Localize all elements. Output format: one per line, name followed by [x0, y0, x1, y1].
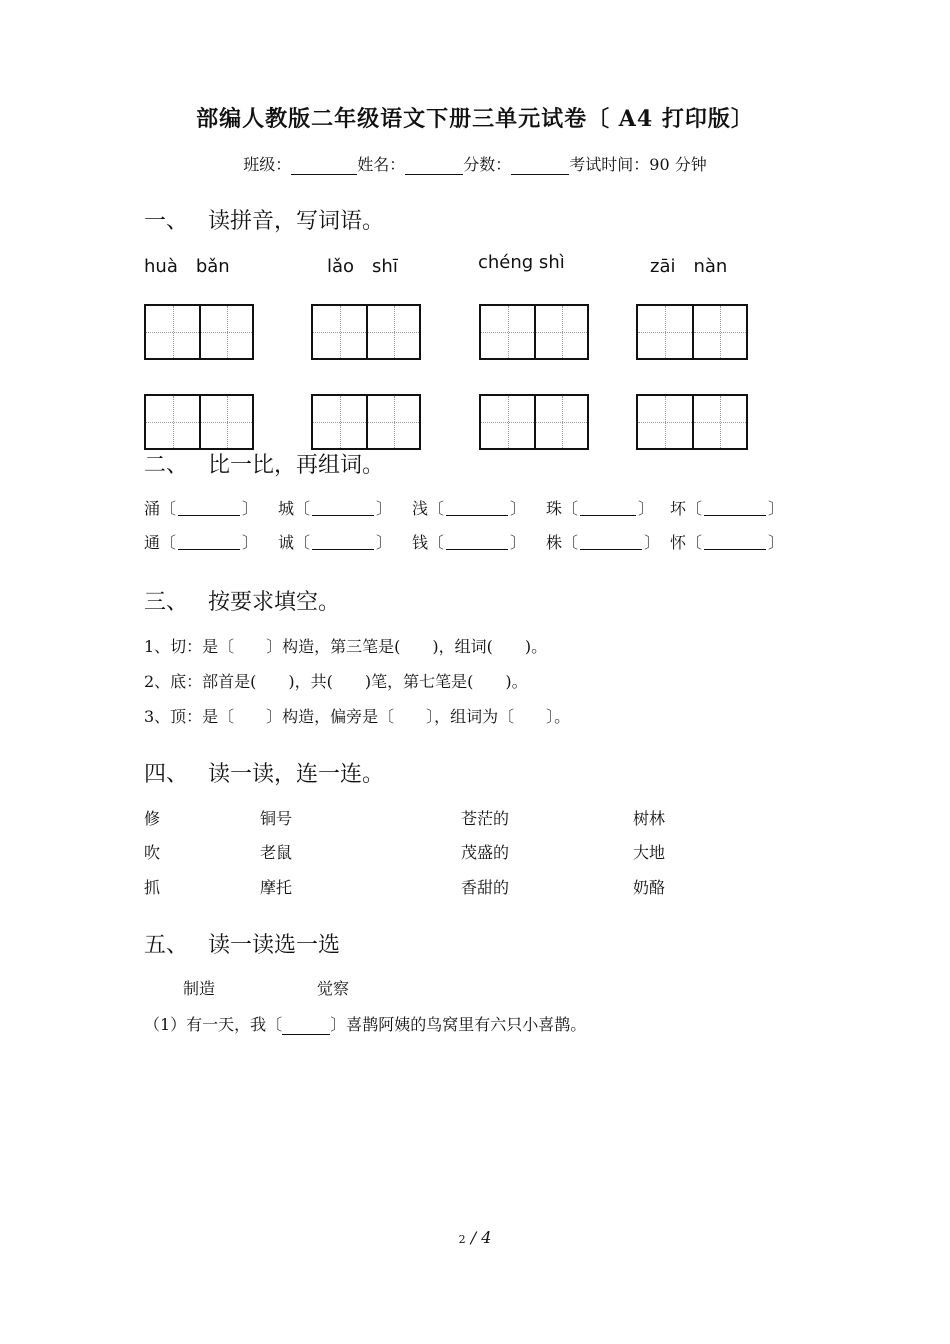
- connect-adjective[interactable]: 香甜的: [461, 878, 510, 897]
- compare-item[interactable]: 浅〔 〕: [412, 499, 527, 518]
- compare-item[interactable]: 怀〔 〕: [670, 533, 785, 552]
- student-info-line: [0, 152, 950, 175]
- compare-item[interactable]: 通〔 〕: [144, 533, 259, 552]
- writing-box[interactable]: [479, 394, 589, 450]
- pinyin-3: chéng shì: [478, 252, 565, 273]
- score-blank[interactable]: [511, 158, 569, 175]
- connect-verb[interactable]: 抓: [144, 878, 161, 897]
- connect-verb[interactable]: 吹: [144, 843, 161, 862]
- fill-question-1[interactable]: 1、切：是〔 〕构造，第三笔是( )，组词( )。: [144, 637, 548, 656]
- class-label: 班级：: [243, 155, 292, 174]
- choose-question-1[interactable]: （1）有一天，我〔 〕喜鹊阿姨的鸟窝里有六只小喜鹊。: [144, 1015, 587, 1034]
- connect-noun[interactable]: 铜号: [260, 809, 293, 828]
- fill-question-3[interactable]: 3、顶：是〔 〕构造，偏旁是〔 〕，组词为〔 〕。: [144, 707, 571, 726]
- writing-box[interactable]: [636, 304, 748, 360]
- name-label: 姓名：: [357, 155, 406, 174]
- connect-object[interactable]: 树林: [633, 809, 666, 828]
- class-blank[interactable]: [291, 158, 357, 175]
- connect-object[interactable]: 大地: [633, 843, 666, 862]
- score-label: 分数：: [463, 155, 512, 174]
- writing-box[interactable]: [479, 304, 589, 360]
- pinyin-4: zāi nàn: [650, 256, 728, 277]
- name-blank[interactable]: [405, 158, 463, 175]
- time-label: 考试时间：90 分钟: [569, 155, 707, 174]
- answer-blank[interactable]: [282, 1020, 330, 1035]
- section-2-heading: 二、 比一比，再组词。: [144, 453, 385, 478]
- compare-item[interactable]: 城〔 〕: [278, 499, 393, 518]
- page-number: 2 / 4: [458, 1228, 492, 1247]
- pinyin-2: lǎo shī: [327, 256, 398, 277]
- section-3-heading: 三、 按要求填空。: [144, 590, 341, 615]
- compare-item[interactable]: 钱〔 〕: [412, 533, 527, 552]
- compare-item[interactable]: 涌〔 〕: [144, 499, 259, 518]
- connect-adjective[interactable]: 苍茫的: [461, 809, 510, 828]
- connect-noun[interactable]: 老鼠: [260, 843, 293, 862]
- connect-object[interactable]: 奶酪: [633, 878, 666, 897]
- writing-box[interactable]: [311, 394, 421, 450]
- compare-item[interactable]: 诚〔 〕: [278, 533, 393, 552]
- section-1-heading: 一、 读拼音，写词语。: [144, 209, 385, 234]
- writing-box[interactable]: [636, 394, 748, 450]
- choice-word: 制造: [183, 979, 216, 998]
- writing-box[interactable]: [144, 394, 254, 450]
- pinyin-1: huà bǎn: [144, 256, 230, 277]
- choice-word: 觉察: [317, 979, 350, 998]
- connect-adjective[interactable]: 茂盛的: [461, 843, 510, 862]
- connect-noun[interactable]: 摩托: [260, 878, 293, 897]
- section-5-heading: 五、 读一读选一选: [144, 933, 341, 958]
- writing-box[interactable]: [144, 304, 254, 360]
- compare-item[interactable]: 株〔 〕: [546, 533, 661, 552]
- compare-item[interactable]: 坏〔 〕: [670, 499, 785, 518]
- compare-item[interactable]: 珠〔 〕: [546, 499, 655, 518]
- page-title: 部编人教版二年级语文下册三单元试卷〔 A4 打印版〕: [196, 106, 754, 132]
- fill-question-2[interactable]: 2、底：部首是( )，共( )笔，第七笔是( )。: [144, 672, 528, 691]
- connect-verb[interactable]: 修: [144, 809, 161, 828]
- section-4-heading: 四、 读一读，连一连。: [144, 762, 385, 787]
- writing-box[interactable]: [311, 304, 421, 360]
